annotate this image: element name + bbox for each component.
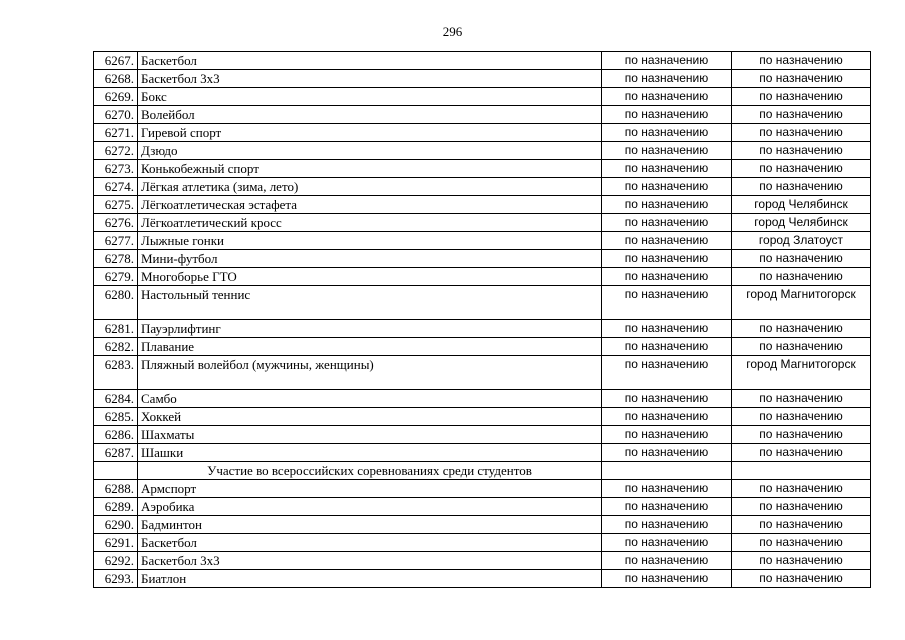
table-row [94,552,871,570]
events-table-body-bottom [94,480,871,588]
table-row [94,356,871,390]
table-row [94,268,871,286]
table-row [94,178,871,196]
event-name: Хоккей [138,408,602,426]
table-row [94,498,871,516]
event-name: Пляжный волейбол (мужчины, женщины) [138,356,602,390]
event-name: Многоборье ГТО [138,268,602,286]
table-row [94,444,871,462]
table-row [94,534,871,552]
event-name: Шашки [138,444,602,462]
event-name: Пауэрлифтинг [138,320,602,338]
venue-a: по назначению [602,160,732,178]
event-name: Лёгкая атлетика (зима, лето) [138,178,602,196]
section-title: Участие во всероссийских соревнованиях среди студентов [138,462,602,480]
section-num-cell [94,462,138,480]
venue-b: по назначению [732,52,871,70]
section-b-cell [732,462,871,480]
venue-b: по назначению [732,534,871,552]
event-name: Лёгкоатлетический кросс [138,214,602,232]
section-a-cell [602,462,732,480]
table-row [94,142,871,160]
event-name: Биатлон [138,570,602,588]
table-row [94,338,871,356]
venue-a: по назначению [602,250,732,268]
table-row [94,160,871,178]
page-number: 296 [442,24,463,39]
venue-a: по назначению [602,88,732,106]
row-number: 6288. [94,480,138,498]
venue-a: по назначению [602,498,732,516]
venue-b: по назначению [732,160,871,178]
row-number: 6275. [94,196,138,214]
event-name: Бадминтон [138,516,602,534]
row-number: 6282. [94,338,138,356]
venue-b: город Магнитогорск [732,286,871,320]
section-header-group [94,462,871,480]
table-row [94,480,871,498]
venue-a: по назначению [602,444,732,462]
table-row [94,390,871,408]
row-number: 6271. [94,124,138,142]
row-number: 6279. [94,268,138,286]
events-table-body-top [94,52,871,462]
event-name: Лыжные гонки [138,232,602,250]
venue-b: по назначению [732,390,871,408]
table-row [94,124,871,142]
row-number: 6287. [94,444,138,462]
venue-a: по назначению [602,534,732,552]
event-name: Баскетбол 3х3 [138,70,602,88]
table-row [94,88,871,106]
table-row [94,408,871,426]
row-number: 6292. [94,552,138,570]
venue-a: по назначению [602,390,732,408]
table-row [94,426,871,444]
venue-a: по назначению [602,408,732,426]
venue-b: по назначению [732,268,871,286]
row-number: 6289. [94,498,138,516]
table-row [94,196,871,214]
venue-b: по назначению [732,88,871,106]
table-row [94,570,871,588]
row-number: 6293. [94,570,138,588]
venue-b: по назначению [732,516,871,534]
row-number: 6278. [94,250,138,268]
event-name: Шахматы [138,426,602,444]
venue-a: по назначению [602,552,732,570]
venue-b: по назначению [732,480,871,498]
venue-b: по назначению [732,250,871,268]
venue-b: по назначению [732,124,871,142]
event-name: Волейбол [138,106,602,124]
event-name: Баскетбол 3х3 [138,552,602,570]
row-number: 6274. [94,178,138,196]
venue-b: по назначению [732,178,871,196]
venue-a: по назначению [602,338,732,356]
event-name: Аэробика [138,498,602,516]
row-number: 6281. [94,320,138,338]
venue-b: город Магнитогорск [732,356,871,390]
venue-b: по назначению [732,408,871,426]
venue-b: город Златоуст [732,232,871,250]
section-header-row [94,462,871,480]
row-number: 6283. [94,356,138,390]
table-row [94,250,871,268]
event-name: Самбо [138,390,602,408]
row-number: 6273. [94,160,138,178]
venue-a: по назначению [602,70,732,88]
event-name: Дзюдо [138,142,602,160]
row-number: 6277. [94,232,138,250]
venue-b: город Челябинск [732,214,871,232]
venue-b: по назначению [732,106,871,124]
row-number: 6291. [94,534,138,552]
row-number: 6284. [94,390,138,408]
venue-a: по назначению [602,516,732,534]
venue-a: по назначению [602,232,732,250]
event-name: Баскетбол [138,534,602,552]
venue-a: по назначению [602,106,732,124]
table-row [94,214,871,232]
venue-a: по назначению [602,480,732,498]
row-number: 6276. [94,214,138,232]
venue-b: по назначению [732,552,871,570]
venue-a: по назначению [602,268,732,286]
venue-a: по назначению [602,356,732,390]
table-row [94,232,871,250]
venue-b: по назначению [732,498,871,516]
venue-a: по назначению [602,196,732,214]
event-name: Мини-футбол [138,250,602,268]
row-number: 6270. [94,106,138,124]
event-name: Гиревой спорт [138,124,602,142]
table-row [94,70,871,88]
venue-a: по назначению [602,124,732,142]
venue-b: город Челябинск [732,196,871,214]
venue-a: по назначению [602,570,732,588]
row-number: 6280. [94,286,138,320]
venue-a: по назначению [602,178,732,196]
event-name: Плавание [138,338,602,356]
event-name: Настольный теннис [138,286,602,320]
venue-b: по назначению [732,320,871,338]
venue-a: по назначению [602,320,732,338]
venue-a: по назначению [602,286,732,320]
venue-a: по назначению [602,52,732,70]
events-table [93,51,871,588]
venue-a: по назначению [602,214,732,232]
venue-b: по назначению [732,142,871,160]
row-number: 6286. [94,426,138,444]
event-name: Бокс [138,88,602,106]
event-name: Лёгкоатлетическая эстафета [138,196,602,214]
row-number: 6267. [94,52,138,70]
table-row [94,320,871,338]
table-row [94,286,871,320]
venue-b: по назначению [732,70,871,88]
venue-a: по назначению [602,426,732,444]
table-row [94,52,871,70]
venue-b: по назначению [732,338,871,356]
venue-b: по назначению [732,570,871,588]
venue-b: по назначению [732,444,871,462]
row-number: 6285. [94,408,138,426]
venue-b: по назначению [732,426,871,444]
event-name: Армспорт [138,480,602,498]
row-number: 6272. [94,142,138,160]
event-name: Конькобежный спорт [138,160,602,178]
row-number: 6290. [94,516,138,534]
row-number: 6269. [94,88,138,106]
table-row [94,516,871,534]
row-number: 6268. [94,70,138,88]
table-row [94,106,871,124]
venue-a: по назначению [602,142,732,160]
event-name: Баскетбол [138,52,602,70]
